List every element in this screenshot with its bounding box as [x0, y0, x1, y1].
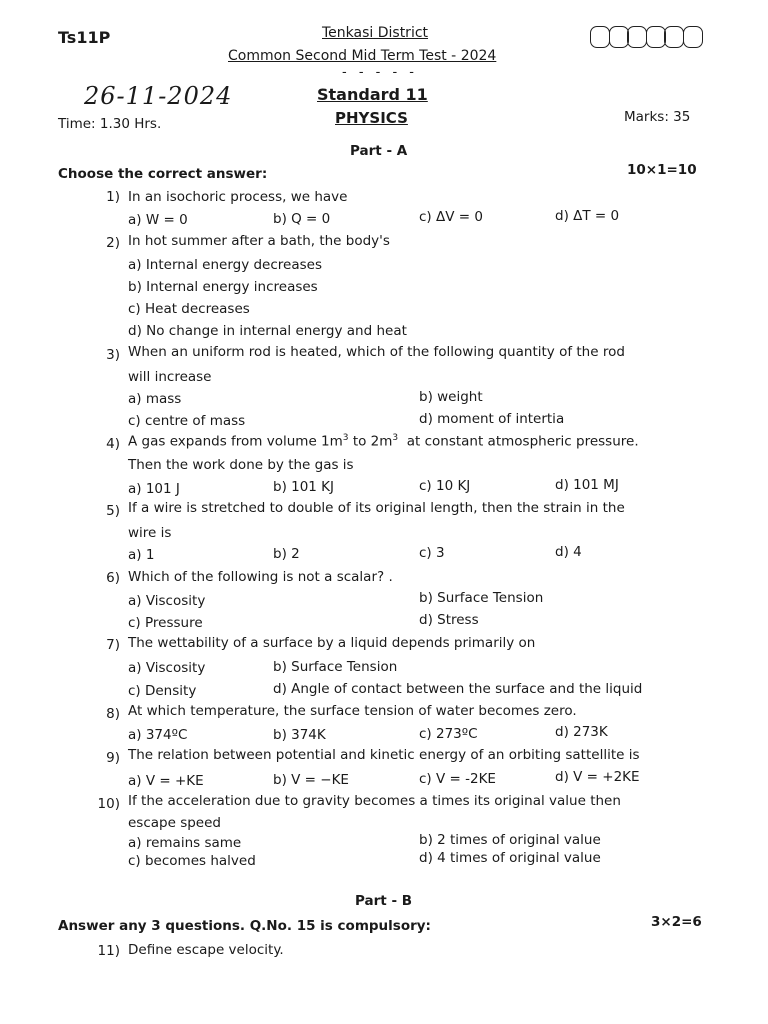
question-number: 11) [97, 943, 120, 959]
register-box [627, 26, 647, 48]
option: d) 101 MJ [555, 477, 619, 493]
question-text: In hot summer after a bath, the body's [128, 233, 390, 249]
option: b) weight [419, 389, 483, 405]
register-box [683, 26, 703, 48]
question-text: The wettability of a surface by a liquid depends primarily on [128, 635, 536, 651]
part-b-scoring: 3×2=6 [651, 914, 702, 930]
register-number-boxes [590, 26, 701, 48]
subject-title: PHYSICS [335, 109, 408, 127]
question-text: If a wire is stretched to double of its original length, then the strain in the [128, 500, 625, 516]
option: b) Surface Tension [419, 590, 544, 606]
option: d) moment of intertia [419, 411, 565, 427]
question-text: If the acceleration due to gravity becomes a times its original value then [128, 793, 621, 809]
question-number: 10) [97, 796, 120, 812]
option: a) Viscosity [128, 660, 206, 676]
question-number: 7) [106, 637, 120, 653]
option: a) W = 0 [128, 212, 188, 228]
option: a) Internal energy decreases [128, 257, 322, 273]
option: a) Viscosity [128, 593, 206, 609]
option: d) V = +2KE [555, 769, 640, 785]
register-box [609, 26, 629, 48]
option: a) V = +KE [128, 773, 204, 789]
question-text: A gas expands from volume $1m^3$ to $2m^3$ at constant atmospheric pressure. [128, 433, 639, 450]
option: b) V = −KE [273, 772, 349, 788]
exam-title: Common Second Mid Term Test - 2024 [228, 48, 497, 64]
handwritten-date: 26-11-2024 [84, 82, 233, 110]
question-number: 4) [106, 436, 120, 452]
option: c) Density [128, 683, 197, 699]
option: a) remains same [128, 835, 242, 851]
question-number: 6) [106, 570, 120, 586]
part-b-instruction: Answer any 3 questions. Q.No. 15 is compulsory: [58, 918, 431, 934]
part-a-instruction: Choose the correct answer: [58, 166, 268, 182]
question-text: In an isochoric process, we have [128, 189, 348, 205]
paper-code: Ts11P [58, 28, 111, 47]
question-text: Which of the following is not a scalar? . [128, 569, 393, 585]
question-text: When an uniform rod is heated, which of the following quantity of the rod [128, 344, 625, 360]
option: a) 1 [128, 547, 155, 563]
question-text-continued: Then the work done by the gas is [128, 457, 354, 473]
exam-marks: Marks: 35 [624, 109, 691, 125]
option: b) 374K [273, 727, 326, 743]
option: b) Surface Tension [273, 659, 398, 675]
question-text: The relation between potential and kinetic energy of an orbiting sattellite is [128, 747, 640, 763]
option: d) ΔT = 0 [555, 208, 620, 224]
question-number: 2) [106, 235, 120, 251]
option: a) 374ºC [128, 727, 188, 743]
register-box [664, 26, 684, 48]
part-b-title: Part - B [355, 893, 413, 909]
question-number: 1) [106, 189, 120, 205]
option: c) Heat decreases [128, 301, 250, 317]
option: d) Angle of contact between the surface and the liquid [273, 681, 643, 697]
question-text: At which temperature, the surface tension of water becomes zero. [128, 703, 577, 719]
standard-label: Standard 11 [317, 85, 428, 104]
question-number: 3) [106, 347, 120, 363]
option: c) centre of mass [128, 413, 246, 429]
title-dashes: - - - - - [342, 65, 418, 80]
option: b) 101 KJ [273, 479, 335, 495]
option: a) mass [128, 391, 182, 407]
option: b) Q = 0 [273, 211, 331, 227]
option: c) becomes halved [128, 853, 256, 869]
question-text-continued: will increase [128, 369, 212, 385]
exam-time: Time: 1.30 Hrs. [58, 116, 162, 132]
option: c) 273ºC [419, 726, 478, 742]
district-title: Tenkasi District [322, 25, 429, 41]
option: b) 2 times of original value [419, 832, 601, 848]
question-text-continued: wire is [128, 525, 172, 541]
question-number: 8) [106, 706, 120, 722]
option: c) V = -2KE [419, 771, 496, 787]
option: d) 4 times of original value [419, 850, 601, 866]
question-number: 5) [106, 503, 120, 519]
option: c) 10 KJ [419, 478, 471, 494]
option: c) 3 [419, 545, 445, 561]
option: d) 273K [555, 724, 608, 740]
question-number: 9) [106, 750, 120, 766]
question-text-continued: escape speed [128, 815, 221, 831]
part-a-scoring: 10×1=10 [627, 162, 697, 178]
question-text: Define escape velocity. [128, 942, 284, 958]
option: b) 2 [273, 546, 300, 562]
part-a-title: Part - A [350, 143, 408, 159]
option: a) 101 J [128, 481, 180, 497]
option: b) Internal energy increases [128, 279, 318, 295]
option: d) 4 [555, 544, 582, 560]
register-box [646, 26, 666, 48]
option: d) Stress [419, 612, 479, 628]
option: c) ΔV = 0 [419, 209, 483, 225]
register-box [590, 26, 610, 48]
option: d) No change in internal energy and heat [128, 323, 407, 339]
option: c) Pressure [128, 615, 203, 631]
